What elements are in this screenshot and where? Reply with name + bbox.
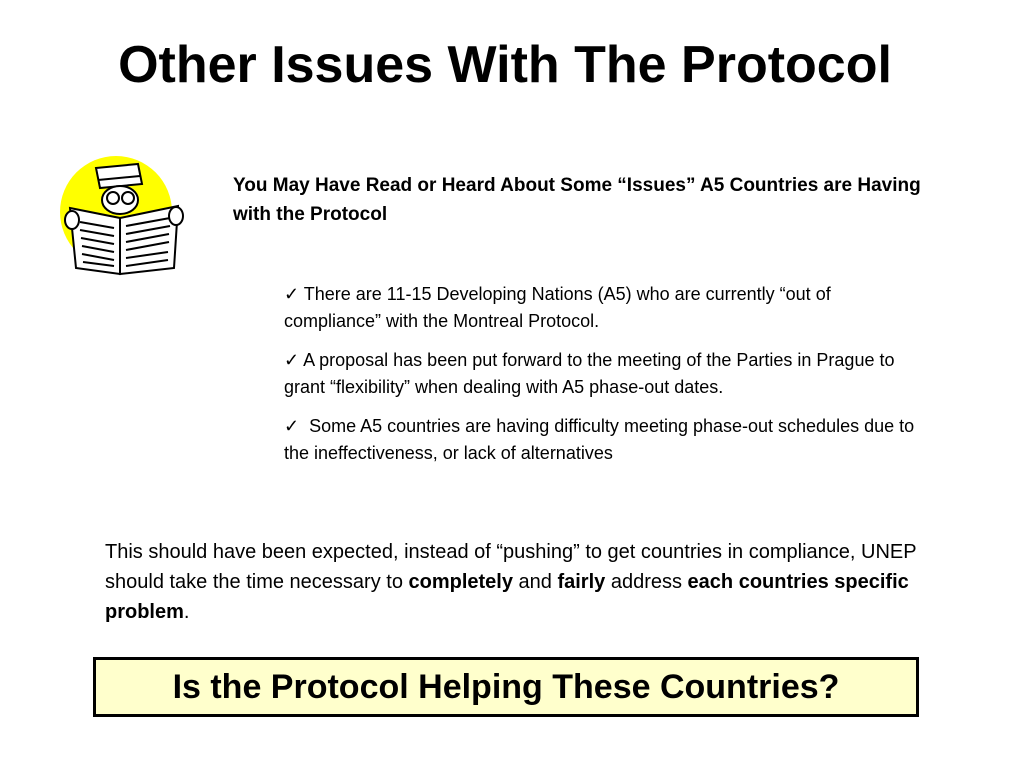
callout-box: Is the Protocol Helping These Countries? — [93, 657, 919, 717]
emphasis-specific-problem: each countries specific problem — [105, 571, 909, 623]
paragraph-text: address — [605, 571, 688, 593]
emphasis-completely: completely — [408, 571, 513, 593]
newspaper-reader-icon — [56, 156, 188, 280]
list-item — [284, 347, 924, 401]
paragraph-text: and — [512, 571, 558, 593]
slide-title: Other Issues With The Protocol — [118, 36, 892, 94]
list-item — [284, 281, 924, 335]
paragraph-text: This should have been expected, instead of “pushing” to get countries in compliance, UNEP should take the time necessary to — [105, 541, 917, 593]
paragraph-text: . — [183, 601, 190, 623]
checkmark-icon: ✓ — [284, 416, 300, 436]
body-paragraph — [105, 537, 945, 627]
bullet-list — [284, 281, 924, 479]
bullet-text: A proposal has been put forward to the meeting of the Parties in Prague to grant “flexibility” when dealing with A5 phase-out dates. — [284, 350, 895, 397]
bullet-text: Some A5 countries are having difficulty meeting phase-out schedules due to the ineffectiveness, or lack of alternatives — [284, 416, 920, 463]
checkmark-icon: ✓ — [284, 284, 300, 304]
slide-subtitle: You May Have Read or Heard About Some “Issues” A5 Countries are Having with the Protocol — [233, 175, 921, 225]
bullet-text: There are 11-15 Developing Nations (A5) who are currently “out of compliance” with the Montreal Protocol. — [284, 284, 831, 331]
checkmark-icon: ✓ — [284, 350, 300, 370]
emphasis-fairly: fairly — [557, 571, 606, 593]
list-item — [284, 413, 924, 467]
